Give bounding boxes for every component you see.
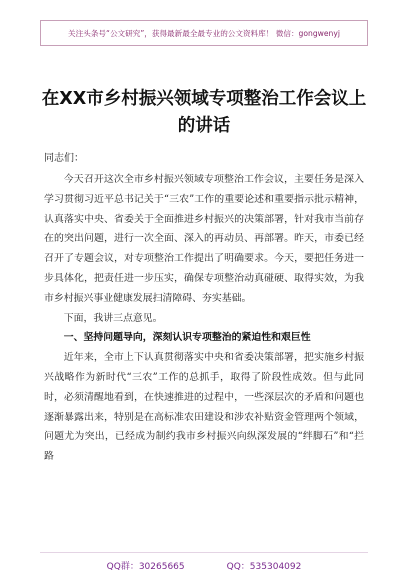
promo-banner: [40, 20, 368, 46]
section-heading: 一、坚持问题导向，深刻认识专项整治的紧迫性和艰巨性: [63, 332, 311, 344]
body-paragraph: 下面，我讲三点意见。: [63, 312, 163, 324]
footer-divider: [40, 552, 368, 553]
promo-banner-text: 关注头条号“公文研究”，获得最新最全最专业的公文资料库！ 微信：gongwenyj: [68, 28, 340, 38]
qq-group-number: QQ群：30265665: [106, 561, 185, 572]
qq-number: QQ：535304092: [226, 561, 302, 572]
footer-contact: [40, 556, 368, 574]
document-body: [44, 170, 364, 467]
body-paragraph: 近年来，全市上下认真贯彻落实中央和省委决策部署，把实施乡村振兴战略作为新时代“三农”工作的总抓手，取得了阶段性成效。但与此同时，必须清醒地看到，在快速推进的过程中，一些深层次的矛盾和问题也逐渐暴露出来，特别是在高标准农田建设和涉农补贴资金管理两个领域，问题尤为突出，已经成为制约我市乡村振兴向纵深发展的“绊脚石”和“拦路: [44, 352, 364, 463]
body-paragraph: 今天召开这次全市乡村振兴领域专项整治工作会议，主要任务是深入学习贯彻习近平总书记关于“三农”工作的重要论述和重要指示批示精神，认真落实中央、省委关于全面推进乡村振兴的决策部署，针对我市当前存在的突出问题，进行一次全面、深入的再动员、再部署。昨天，市委已经召开了专题会议，对专项整治工作提出了明确要求。今天，要把任务进一步具体化，把责任进一步压实，确保专项整治动真碰硬、取得实效，为我市乡村振兴事业健康发展扫清障碍、夯实基础。: [44, 174, 364, 304]
document-title: 在XX市乡村振兴领域专项整治工作会议上的讲话: [41, 89, 367, 136]
salutation: 同志们：: [44, 153, 84, 164]
